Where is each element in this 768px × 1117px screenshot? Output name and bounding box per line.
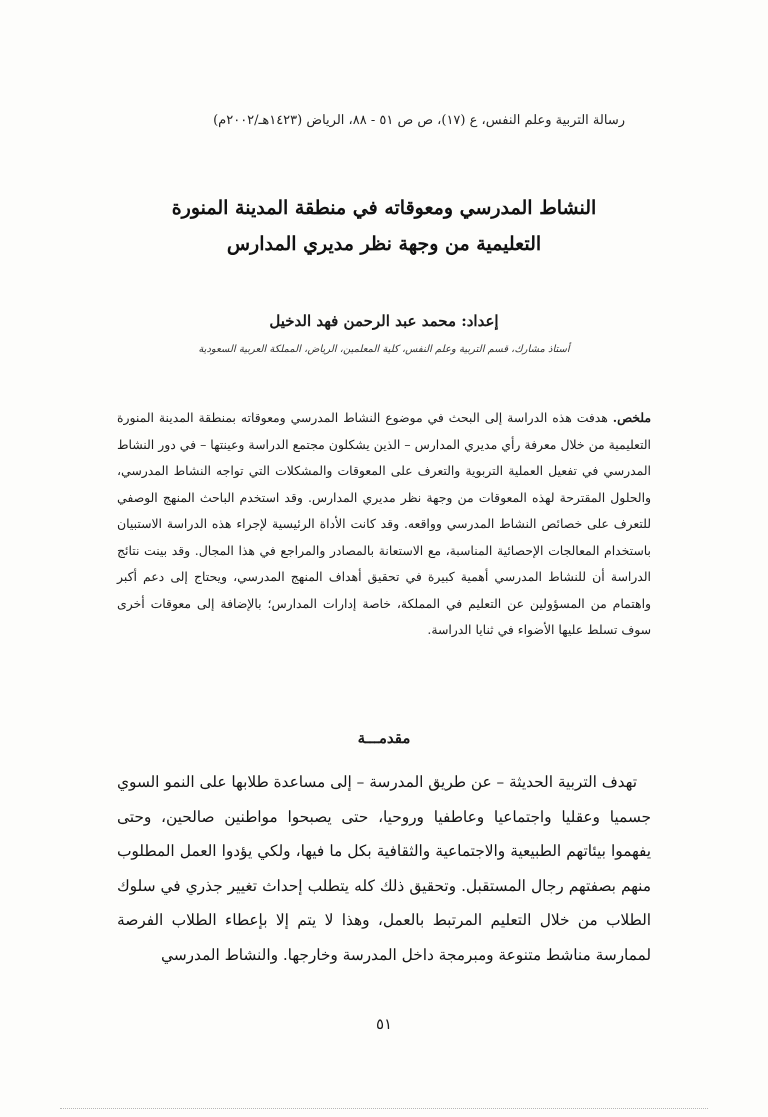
scan-edge-artifact	[60, 1108, 708, 1111]
journal-citation-header: رسالة التربية وعلم النفس، ع (١٧)، ص ص ٥١ - ٨٨، الرياض (١٤٢٣هـ/٢٠٠٢م)	[213, 113, 625, 128]
paper-title-line-2: التعليمية من وجهة نظر مديري المدارس	[226, 233, 542, 255]
page-number: ٥١	[375, 1015, 393, 1033]
author-prefix: إعداد:	[461, 312, 499, 330]
introduction-heading: مقدمـــة	[357, 729, 411, 747]
introduction-paragraph	[117, 765, 651, 972]
abstract-text: هدفت هذه الدراسة إلى البحث في موضوع النشاط المدرسي ومعوقاته بمنطقة المدينة المنورة التعليمية من خلال معرفة رأي مديري المدارس – الذين يشكلون مجتمع الدراسة وعينتها – في دور النشاط المدرسي في تفعيل العملية التربوية والتعرف على المعوقات والمشكلات التي تواجه النشاط المدرسي، والحلول المقترحة لهذه المعوقات من وجهة نظر مديري المدارس. وقد استخدم الباحث المنهج الوصفي للتعرف على خصائص النشاط المدرسي وواقعه. وقد كانت الأداة الرئيسية لإجراء هذه الدراسة الاستبيان باستخدام المعالجات الإحصائية المناسبة، مع الاستعانة بالمصادر والمراجع في هذا المجال. وقد بينت نتائج الدراسة أن للنشاط المدرسي أهمية كبيرة في تحقيق أهداف المنهج المدرسي، ويحتاج إلى دعم أكبر واهتمام من المسؤولين عن التعليم في المملكة، خاصة إدارات المدارس؛ بالإضافة إلى معوقات أخرى سوف تسلط عليها الأضواء في ثنايا الدراسة.	[117, 410, 651, 637]
abstract	[117, 405, 651, 644]
abstract-label: ملخص.	[612, 410, 651, 425]
author-affiliation: أستاذ مشارك، قسم التربية وعلم النفس، كلية المعلمين، الرياض، المملكة العربية السعودية	[198, 344, 570, 355]
author-line	[100, 312, 668, 330]
author-name: محمد عبد الرحمن فهد الدخيل	[269, 312, 456, 330]
introduction-text: تهدف التربية الحديثة – عن طريق المدرسة – إلى مساعدة طلابها على النمو السوي جسميا وعقليا واجتماعيا وعاطفيا وروحيا، حتى يصبحوا مواطنين صالحين، وحتى يفهموا بيئاتهم الطبيعية والاجتماعية والثقافية بكل ما فيها، ولكي يؤدوا العمل المطلوب منهم بصفتهم رجال المستقبل. وتحقيق ذلك كله يتطلب إحداث تغيير جذري في سلوك الطلاب من خلال التعليم المرتبط بالعمل، وهذا لا يتم إلا بإعطاء الطلاب الفرصة لممارسة مناشط متنوعة ومبرمجة داخل المدرسة وخارجها. والنشاط المدرسي	[117, 773, 651, 964]
paper-title-line-1: النشاط المدرسي ومعوقاته في منطقة المدينة المنورة	[171, 197, 597, 219]
